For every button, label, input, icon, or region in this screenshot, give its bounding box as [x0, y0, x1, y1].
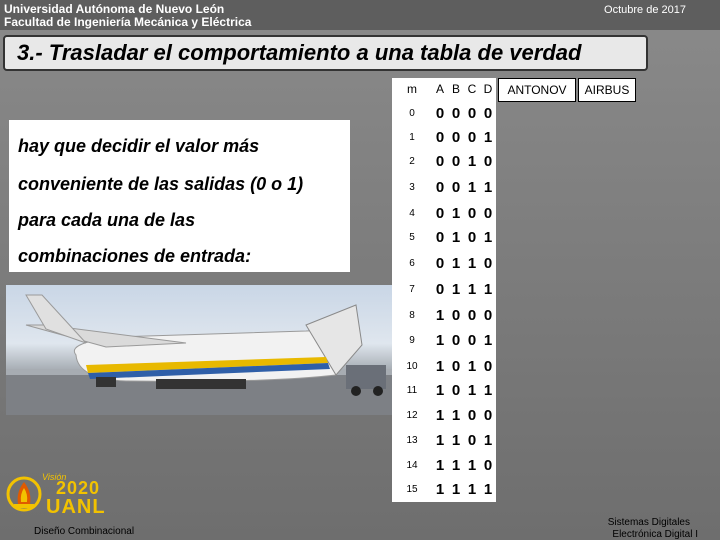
minterm-index: 11 [406, 385, 418, 396]
bit-a: 0 [435, 105, 445, 122]
logo-name: UANL [46, 496, 106, 518]
bit-d: 0 [483, 153, 493, 170]
bit-b: 1 [451, 229, 461, 246]
bit-a: 0 [435, 229, 445, 246]
bit-b: 0 [451, 307, 461, 324]
table-row [392, 102, 496, 126]
bit-a: 1 [435, 358, 445, 375]
bit-a: 0 [435, 255, 445, 272]
table-row [392, 126, 496, 150]
bit-a: 1 [435, 432, 445, 449]
bit-a: 1 [435, 332, 445, 349]
bit-d: 1 [483, 281, 493, 298]
table-row [392, 304, 496, 328]
bit-c: 1 [467, 255, 477, 272]
bit-a: 0 [435, 205, 445, 222]
bit-c: 0 [467, 332, 477, 349]
table-row [392, 379, 496, 403]
bit-b: 0 [451, 332, 461, 349]
bit-a: 0 [435, 281, 445, 298]
bit-b: 0 [451, 382, 461, 399]
footer-subject: Electrónica Digital I [612, 529, 698, 540]
bit-a: 0 [435, 179, 445, 196]
table-row [392, 150, 496, 174]
table-row [392, 478, 496, 502]
minterm-index: 3 [409, 182, 415, 193]
bit-c: 0 [467, 105, 477, 122]
body-text-line: hay que decidir el valor más [18, 136, 260, 156]
table-row [392, 278, 496, 302]
body-text-line: conveniente de las salidas (0 o 1) [18, 174, 304, 194]
bit-c: 1 [467, 358, 477, 375]
bit-d: 0 [483, 457, 493, 474]
bit-d: 1 [483, 382, 493, 399]
slide-header [0, 0, 720, 30]
footer-course: Sistemas Digitales [607, 517, 690, 528]
minterm-index: 7 [409, 284, 415, 295]
slide-date: Octubre de 2017 [604, 4, 686, 16]
table-row [392, 226, 496, 250]
bit-b: 1 [451, 255, 461, 272]
uanl-2020-logo [6, 470, 118, 518]
bit-b: 1 [451, 481, 461, 498]
bit-d: 1 [483, 481, 493, 498]
table-row [392, 429, 496, 453]
bit-d: 0 [483, 307, 493, 324]
bit-b: 0 [451, 105, 461, 122]
minterm-index: 14 [406, 460, 418, 471]
bit-d: 0 [483, 255, 493, 272]
bit-c: 1 [467, 281, 477, 298]
minterm-index: 4 [409, 208, 415, 219]
minterm-index: 15 [406, 484, 418, 495]
column-header-airbus: AIRBUS [578, 78, 636, 102]
minterm-index: 0 [409, 108, 415, 119]
minterm-index: 6 [409, 258, 415, 269]
bit-d: 0 [483, 358, 493, 375]
bit-c: 0 [467, 307, 477, 324]
bit-a: 0 [435, 129, 445, 146]
bit-c: 1 [467, 457, 477, 474]
minterm-index: 12 [406, 410, 418, 421]
bit-d: 0 [483, 407, 493, 424]
bit-d: 1 [483, 432, 493, 449]
slide-title: 3.- Trasladar el comportamiento a una tabla de verdad [17, 40, 582, 65]
university-name: Universidad Autónoma de Nuevo León [4, 2, 225, 16]
bit-c: 0 [467, 129, 477, 146]
table-row [392, 355, 496, 379]
footer-left-text: Diseño Combinacional [34, 526, 135, 537]
column-header-a: A [432, 78, 448, 102]
bit-c: 0 [467, 432, 477, 449]
faculty-name: Facultad de Ingeniería Mecánica y Eléctrica [4, 15, 252, 29]
table-row [392, 176, 496, 200]
table-row [392, 252, 496, 276]
bit-c: 1 [467, 382, 477, 399]
bit-d: 1 [483, 179, 493, 196]
bit-a: 1 [435, 481, 445, 498]
minterm-index: 8 [409, 310, 415, 321]
body-text-line: para cada una de las [18, 210, 196, 230]
minterm-index: 5 [409, 232, 415, 243]
bit-b: 1 [451, 457, 461, 474]
body-text-line: combinaciones de entrada: [18, 246, 252, 266]
title-box [3, 35, 648, 71]
bit-d: 0 [483, 105, 493, 122]
bit-b: 0 [451, 179, 461, 196]
bit-b: 0 [451, 129, 461, 146]
bit-c: 1 [467, 481, 477, 498]
bit-c: 1 [467, 179, 477, 196]
bit-c: 0 [467, 229, 477, 246]
table-row [392, 404, 496, 428]
bit-b: 1 [451, 205, 461, 222]
bit-d: 1 [483, 129, 493, 146]
table-row [392, 202, 496, 226]
bit-a: 1 [435, 307, 445, 324]
minterm-index: 9 [409, 335, 415, 346]
minterm-index: 13 [406, 435, 418, 446]
bit-b: 1 [451, 432, 461, 449]
bit-c: 0 [467, 205, 477, 222]
logo-year: 2020 [56, 478, 101, 498]
bit-d: 0 [483, 205, 493, 222]
table-row [392, 329, 496, 353]
minterm-index: 2 [409, 156, 415, 167]
bit-b: 1 [451, 281, 461, 298]
body-text-box [9, 120, 350, 272]
bit-c: 1 [467, 153, 477, 170]
bit-c: 0 [467, 407, 477, 424]
bit-a: 0 [435, 153, 445, 170]
bit-a: 1 [435, 382, 445, 399]
bit-b: 0 [451, 358, 461, 375]
logo-tagline: Visión [42, 472, 67, 482]
bit-a: 1 [435, 407, 445, 424]
aircraft-photo [6, 285, 392, 415]
bit-b: 0 [451, 153, 461, 170]
table-row [392, 454, 496, 478]
bit-b: 1 [451, 407, 461, 424]
bit-d: 1 [483, 229, 493, 246]
airplane-icon [6, 285, 392, 415]
column-header-c: C [464, 78, 480, 102]
column-header-antonov: ANTONOV [498, 78, 576, 102]
minterm-index: 1 [409, 132, 415, 143]
bit-d: 1 [483, 332, 493, 349]
column-header-d: D [480, 78, 496, 102]
column-header-b: B [448, 78, 464, 102]
bit-a: 1 [435, 457, 445, 474]
minterm-index: 10 [406, 361, 418, 372]
column-header-m: m [392, 78, 432, 102]
